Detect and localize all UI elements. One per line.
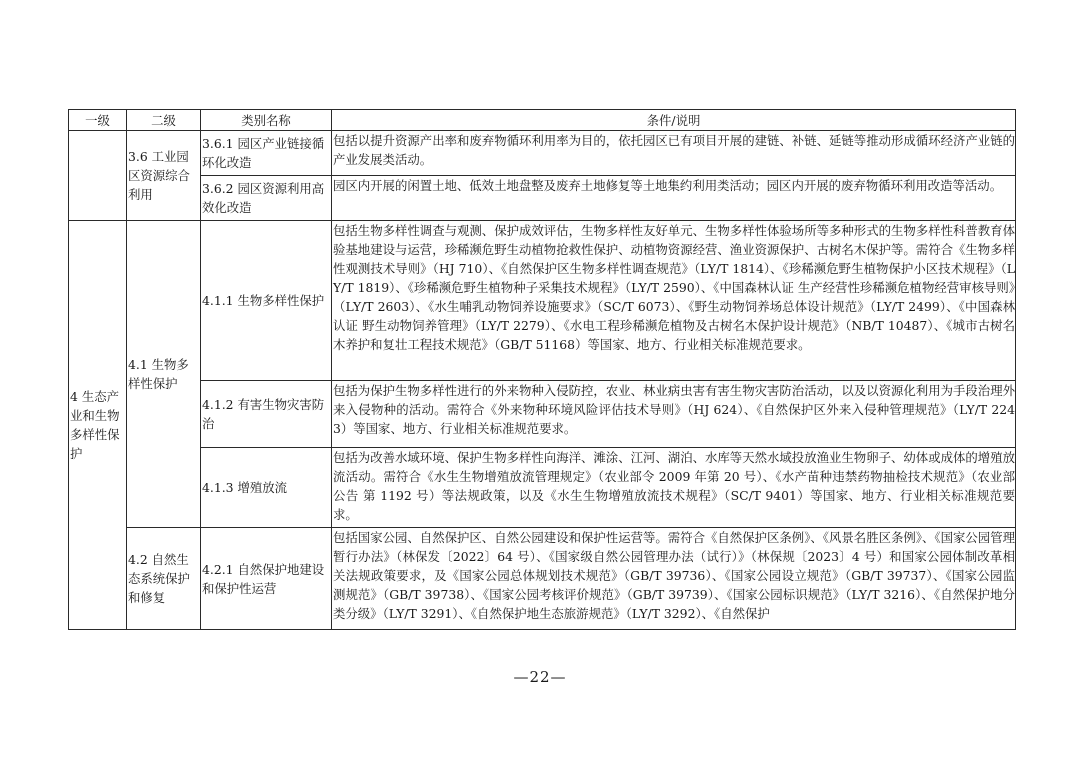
- table-header-row: [69, 110, 1016, 131]
- category-cell: 4.2.1 自然保护地建设和保护性运营: [201, 528, 332, 630]
- category-cell: 4.1.1 生物多样性保护: [201, 221, 332, 381]
- description-cell: 包括国家公园、自然保护区、自然公园建设和保护性运营等。需符合《自然保护区条例》、《风景名胜区条例》、《国家公园管理暂行办法》（林保发〔2022〕64 号）、《国家级自然公园管理办法（试行）》（林保规〔2023〕4 号）和国家公园体制改革相关法规政策要求，及《国家公园总体规划技术规范》（GB/T 39736）、《国家公园设立规范》（GB/T 39737）、《国家公园监测规范》（GB/T 39738）、《国家公园考核评价规范》（GB/T 39739）、《国家公园标识规范》（LY/T 3216）、《自然保护地分类分级》（LY/T 3291）、《自然保护地生态旅游规范》（LY/T 3292）、《自然保护: [332, 528, 1016, 630]
- header-level1: 一级: [69, 110, 127, 131]
- standards-table: [68, 109, 1016, 630]
- level2-cell: 4.2 自然生态系统保护和修复: [127, 528, 201, 630]
- page-number: —22—: [513, 668, 567, 686]
- level1-cell: [69, 131, 127, 221]
- category-cell: 4.1.2 有害生物灾害防治: [201, 381, 332, 448]
- header-category-name: 类别名称: [201, 110, 332, 131]
- level1-cell: 4 生态产业和生物多样性保护: [69, 221, 127, 630]
- category-cell: 3.6.1 园区产业链接循环化改造: [201, 131, 332, 176]
- table-row: [69, 448, 1016, 528]
- category-cell: 4.1.3 增殖放流: [201, 448, 332, 528]
- table-row: [69, 131, 1016, 176]
- description-cell: 包括为保护生物多样性进行的外来物种入侵防控，农业、林业病虫害有害生物灾害防治活动，以及以资源化利用为手段治理外来入侵物种的活动。需符合《外来物种环境风险评估技术导则》（HJ 624）、《自然保护区外来入侵种管理规范》（LY/T 2243）等国家、地方、行业相关标准规范要求。: [332, 381, 1016, 448]
- table-row: [69, 221, 1016, 381]
- description-cell: 包括以提升资源产出率和废弃物循环利用率为目的，依托园区已有项目开展的建链、补链、延链等推动形成循环经济产业链的产业发展类活动。: [332, 131, 1016, 176]
- description-cell: 园区内开展的闲置土地、低效土地盘整及废弃土地修复等土地集约利用类活动；园区内开展的废弃物循环利用改造等活动。: [332, 176, 1016, 221]
- table-row: [69, 381, 1016, 448]
- description-cell: 包括为改善水域环境、保护生物多样性向海洋、滩涂、江河、湖泊、水库等天然水域投放渔业生物卵子、幼体或成体的增殖放流活动。需符合《水生生物增殖放流管理规定》（农业部令 2009 年第 20 号）、《水产苗种违禁药物抽检技术规范》（农业部公告 第 1192 号）等法规政策，以及《水生生物增殖放流技术规程》（SC/T 9401）等国家、地方、行业相关标准规范要求。: [332, 448, 1016, 528]
- level2-cell: 4.1 生物多样性保护: [127, 221, 201, 528]
- description-cell: 包括生物多样性调查与观测、保护成效评估，生物多样性友好单元、生物多样性体验场所等多种形式的生物多样性科普教育体验基地建设与运营，珍稀濒危野生动植物抢救性保护、动植物资源经营、渔业资源保护、古树名木保护等。需符合《生物多样性观测技术导则》（HJ 710）、《自然保护区生物多样性调查规范》（LY/T 1814）、《珍稀濒危野生植物保护小区技术规程》（LY/T 1819）、《珍稀濒危野生植物种子采集技术规程》（LY/T 2590）、《中国森林认证 生产经营性珍稀濒危植物经营审核导则》（LY/T 2603）、《水生哺乳动物饲养设施要求》（SC/T 6073）、《野生动物饲养场总体设计规范》（LY/T 2499）、《中国森林认证 野生动物饲养管理》（LY/T 2279）、《水电工程珍稀濒危植物及古树名木保护设计规范》（NB/T 10487）、《城市古树名木养护和复壮工程技术规范》（GB/T 51168）等国家、地方、行业相关标准规范要求。: [332, 221, 1016, 381]
- level2-cell: 3.6 工业园区资源综合利用: [127, 131, 201, 221]
- header-level2: 二级: [127, 110, 201, 131]
- category-cell: 3.6.2 园区资源利用高效化改造: [201, 176, 332, 221]
- table-row: [69, 528, 1016, 630]
- header-conditions: 条件/说明: [332, 110, 1016, 131]
- table-row: [69, 176, 1016, 221]
